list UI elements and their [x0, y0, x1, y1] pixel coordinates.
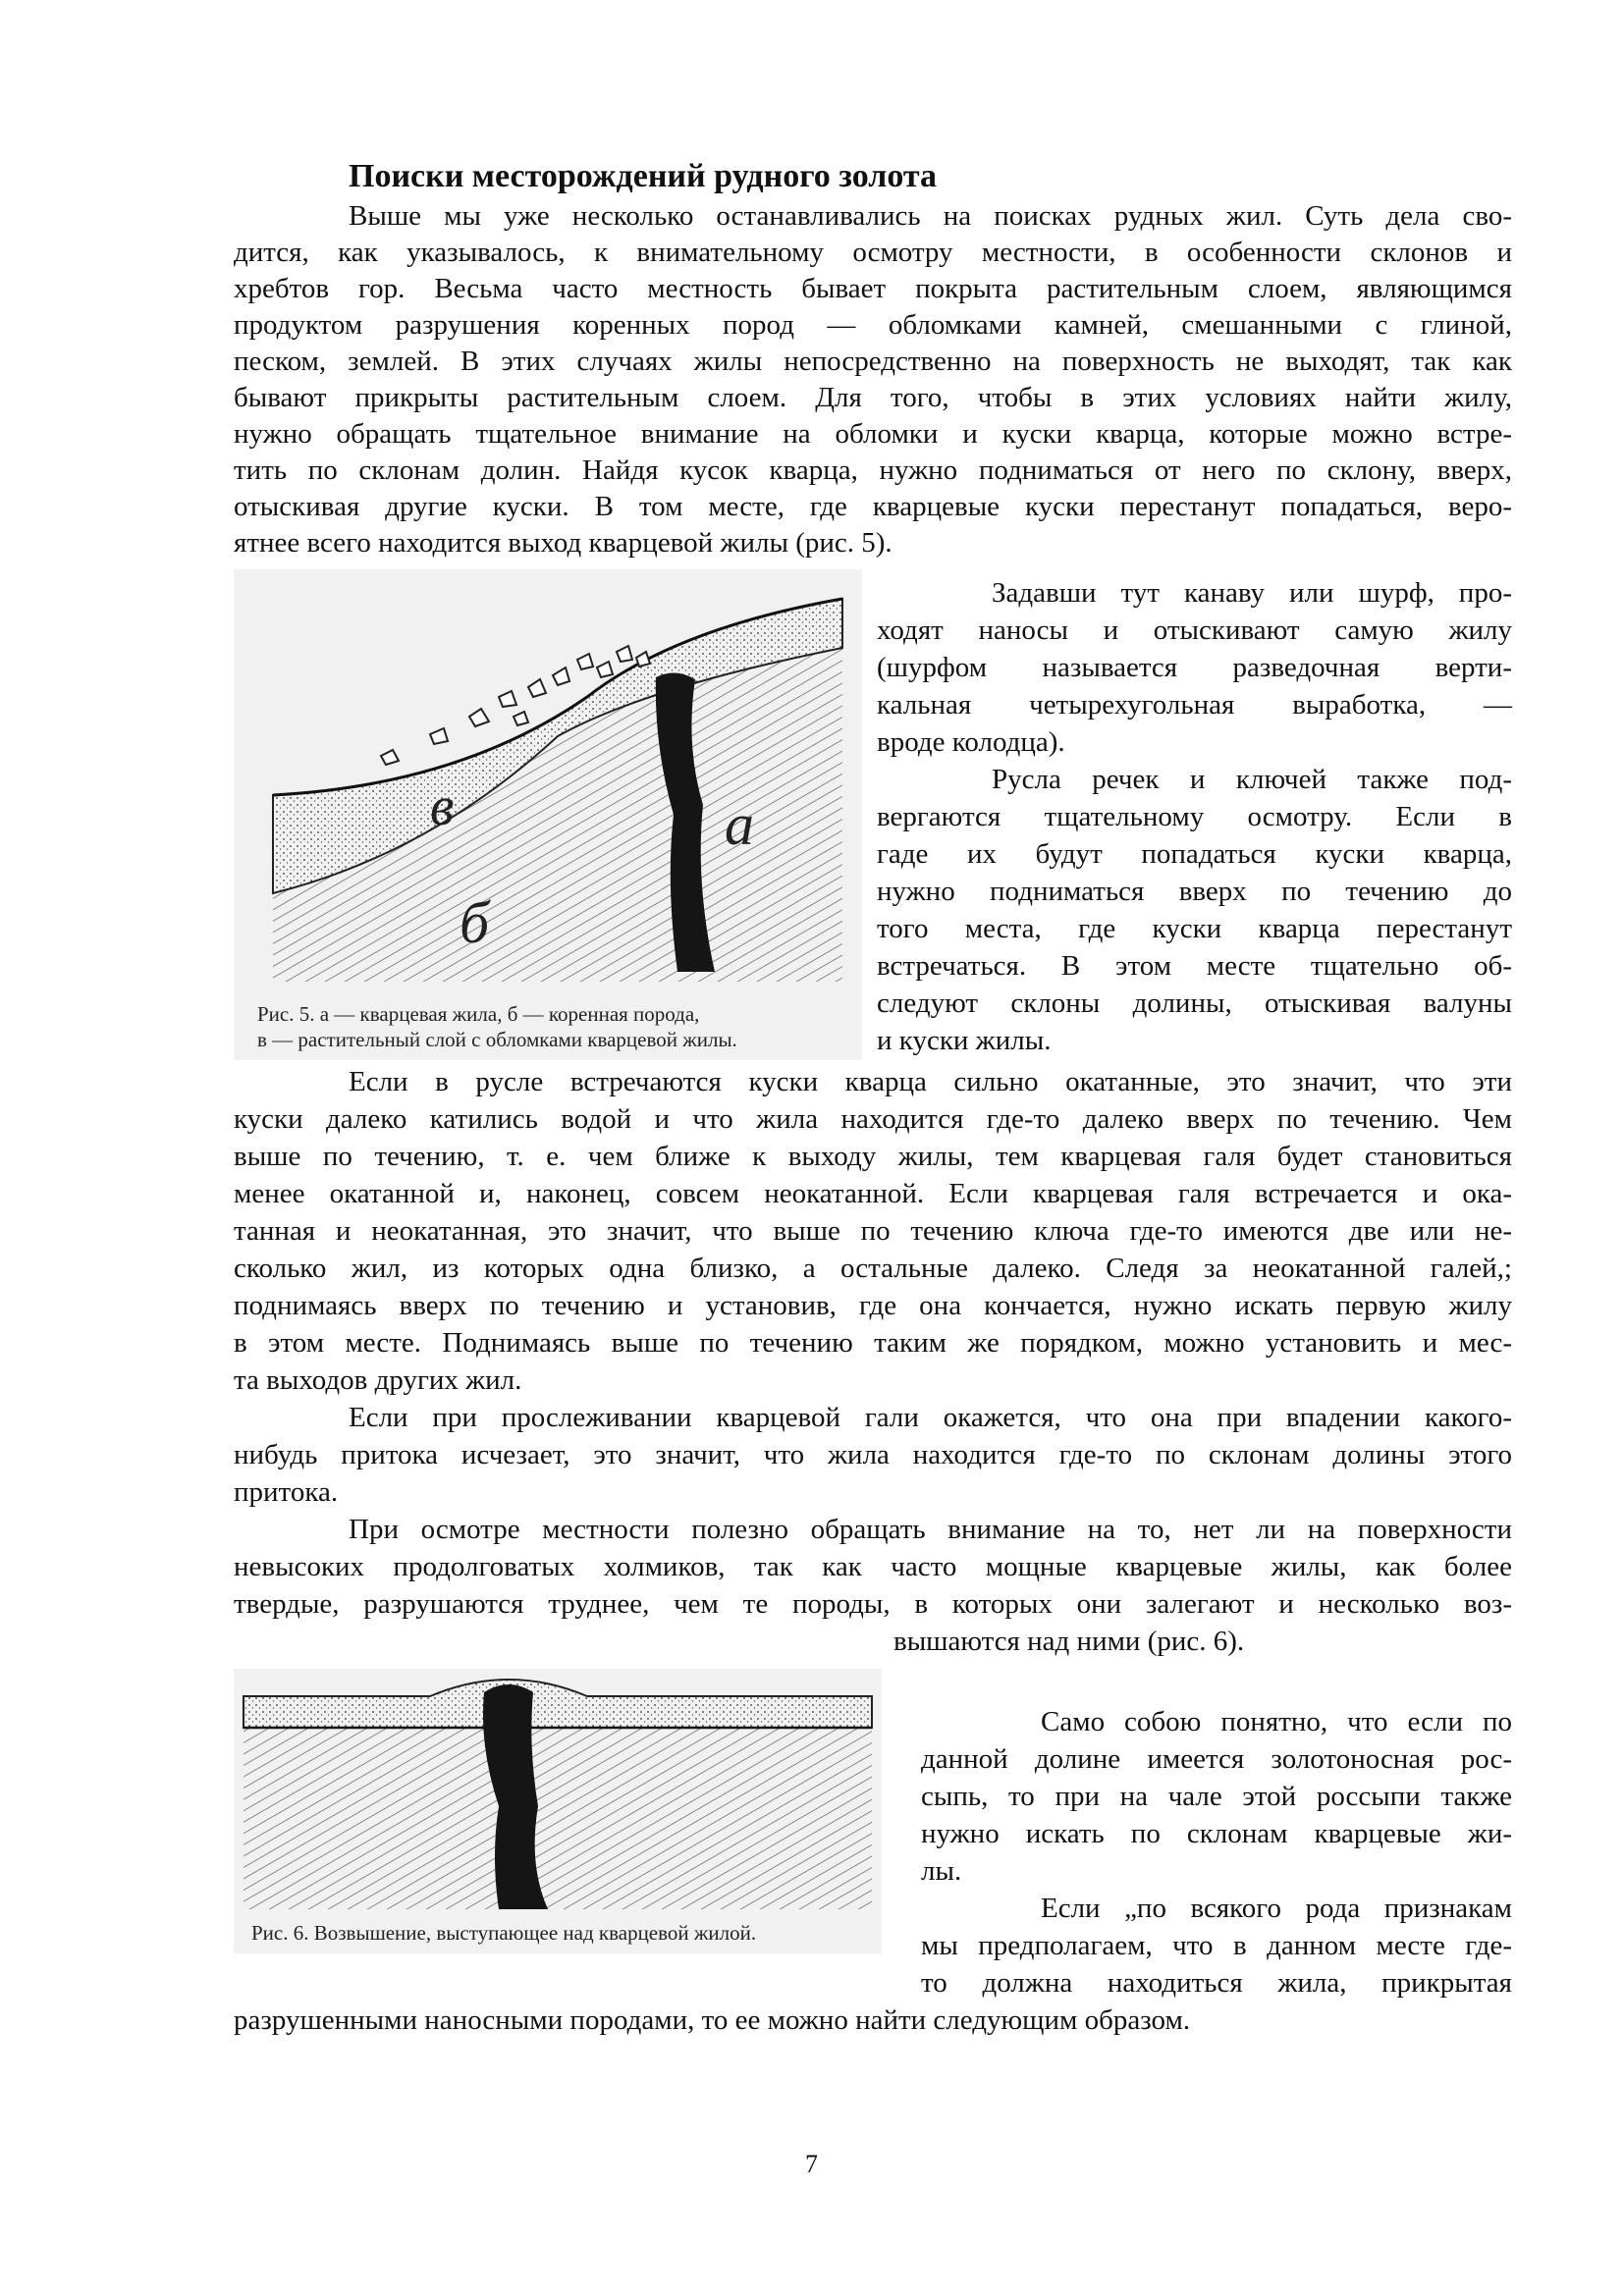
text-line: того места, где куски кварца перестанут — [877, 913, 1512, 944]
text-line: мы предполагаем, что в данном месте где- — [921, 1930, 1512, 1961]
text-line: Выше мы уже несколько останавливались на поисках рудных жил. Суть дела сво- — [349, 200, 1512, 232]
text-line: продуктом разрушения коренных пород — обломками камней, смешанными с глиной, — [234, 309, 1512, 341]
text-line: хребтов гор. Весьма часто местность бывает покрыта растительным слоем, являющимся — [234, 273, 1512, 304]
text-line: данной долине имеется золотоносная рос- — [921, 1743, 1512, 1775]
figure-6-diagram — [234, 1669, 882, 1953]
text-line: нужно искать по склонам кварцевые жи- — [921, 1818, 1512, 1849]
text-line: вергаются тщательному осмотру. Если в — [877, 801, 1512, 832]
text-line: менее окатанной и, наконец, совсем неокатанной. Если кварцевая галя встречается и ока- — [234, 1178, 1512, 1209]
text-line: разрушенными наносными породами, то ее можно найти следующим образом. — [234, 2004, 1191, 2036]
text-line: нужно подниматься вверх по течению до — [877, 876, 1512, 907]
text-line: кальная четырехугольная выработка, — — [877, 689, 1512, 721]
label-v: в — [430, 776, 455, 837]
figure-5-caption-line: Рис. 5. а — кварцевая жила, б — коренная порода, — [257, 1002, 700, 1026]
text-line: нужно обращать тщательное внимание на обломки и куски кварца, которые можно встре- — [234, 418, 1512, 450]
text-line: притока. — [234, 1476, 339, 1508]
figure-5-diagram — [234, 569, 862, 1060]
text-line: (шурфом называется разведочная верти- — [877, 652, 1512, 683]
text-line: та выходов других жил. — [234, 1364, 522, 1396]
text-line: отыскивая другие куски. В том месте, где кварцевые куски перестанут попадаться, веро- — [234, 491, 1512, 522]
text-line: тить по склонам долин. Найдя кусок кварца, нужно подниматься от него по склону, вверх, — [234, 454, 1512, 486]
text-line: ятнее всего находится выход кварцевой жилы (рис. 5). — [234, 527, 893, 559]
text-line: невысоких продолговатых холмиков, так как часто мощные кварцевые жилы, как более — [234, 1551, 1512, 1582]
text-line: сыпь, то при на чале этой россыпи также — [921, 1781, 1512, 1812]
text-line: Задавши тут канаву или шурф, про- — [992, 577, 1512, 609]
section-title: Поиски месторождений рудного золота — [349, 158, 938, 194]
text-line: дится, как указывалось, к внимательному осмотру местности, в особенности склонов и — [234, 237, 1512, 268]
figure-5 — [234, 569, 862, 1060]
text-line: Если „по всякого рода признакам — [1041, 1893, 1512, 1924]
figure-6-caption: Рис. 6. Возвышение, выступающее над кварцевой жилой. — [251, 1921, 757, 1945]
text-line: При осмотре местности полезно обращать внимание на то, нет ли на поверхности — [349, 1514, 1512, 1545]
figure-6 — [234, 1669, 882, 1953]
text-line: и куски жилы. — [877, 1025, 1052, 1056]
text-line: лы. — [921, 1855, 962, 1887]
text-line: ходят наносы и отыскивают самую жилу — [877, 614, 1512, 646]
text-line: твердые, разрушаются труднее, чем те породы, в которых они залегают и несколько воз- — [234, 1588, 1512, 1620]
text-line: вышаются над ними (рис. 6). — [893, 1626, 1245, 1657]
text-line: Русла речек и ключей также под- — [992, 764, 1512, 795]
page-number: 7 — [805, 2150, 818, 2178]
text-line: следуют склоны долины, отыскивая валуны — [877, 988, 1512, 1019]
text-line: танная и неокатанная, это значит, что выше по течению ключа где-то имеются две или не- — [234, 1215, 1512, 1247]
text-line: Если в русле встречаются куски кварца сильно окатанные, это значит, что эти — [349, 1066, 1512, 1097]
text-line: песком, землей. В этих случаях жилы непосредственно на поверхность не выходят, так как — [234, 346, 1512, 377]
label-a: а — [725, 792, 754, 857]
text-line: выше по течению, т. е. чем ближе к выходу жилы, тем кварцевая галя будет становиться — [234, 1141, 1512, 1172]
text-line: нибудь притока исчезает, это значит, что жила находится где-то по склонам долины этого — [234, 1439, 1512, 1470]
text-line: Само собою понятно, что если по — [1041, 1706, 1512, 1737]
text-line: вроде колодца). — [877, 726, 1065, 758]
text-line: куски далеко катились водой и что жила находится где-то далеко вверх по течению. Чем — [234, 1103, 1512, 1135]
text-line: то должна находиться жила, прикрытая — [921, 1967, 1512, 1999]
text-line: поднимаясь вверх по течению и установив, где она кончается, нужно искать первую жилу — [234, 1290, 1512, 1321]
text-line: Если при прослеживании кварцевой гали окажется, что она при впадении какого- — [349, 1402, 1512, 1433]
figure-5-caption-line: в — растительный слой с обломками кварцевой жилы. — [257, 1028, 737, 1051]
label-b: б — [460, 890, 490, 955]
text-line: в этом месте. Поднимаясь выше по течению таким же порядком, можно установить и мес- — [234, 1327, 1512, 1359]
text-line: сколько жил, из которых одна близко, а остальные далеко. Следя за неокатанной галей,; — [234, 1253, 1512, 1284]
text-line: встречаться. В этом месте тщательно об- — [877, 950, 1512, 982]
text-line: гаде их будут попадаться куски кварца, — [877, 838, 1512, 870]
text-line: бывают прикрыты растительным слоем. Для того, чтобы в этих условиях найти жилу, — [234, 382, 1512, 413]
